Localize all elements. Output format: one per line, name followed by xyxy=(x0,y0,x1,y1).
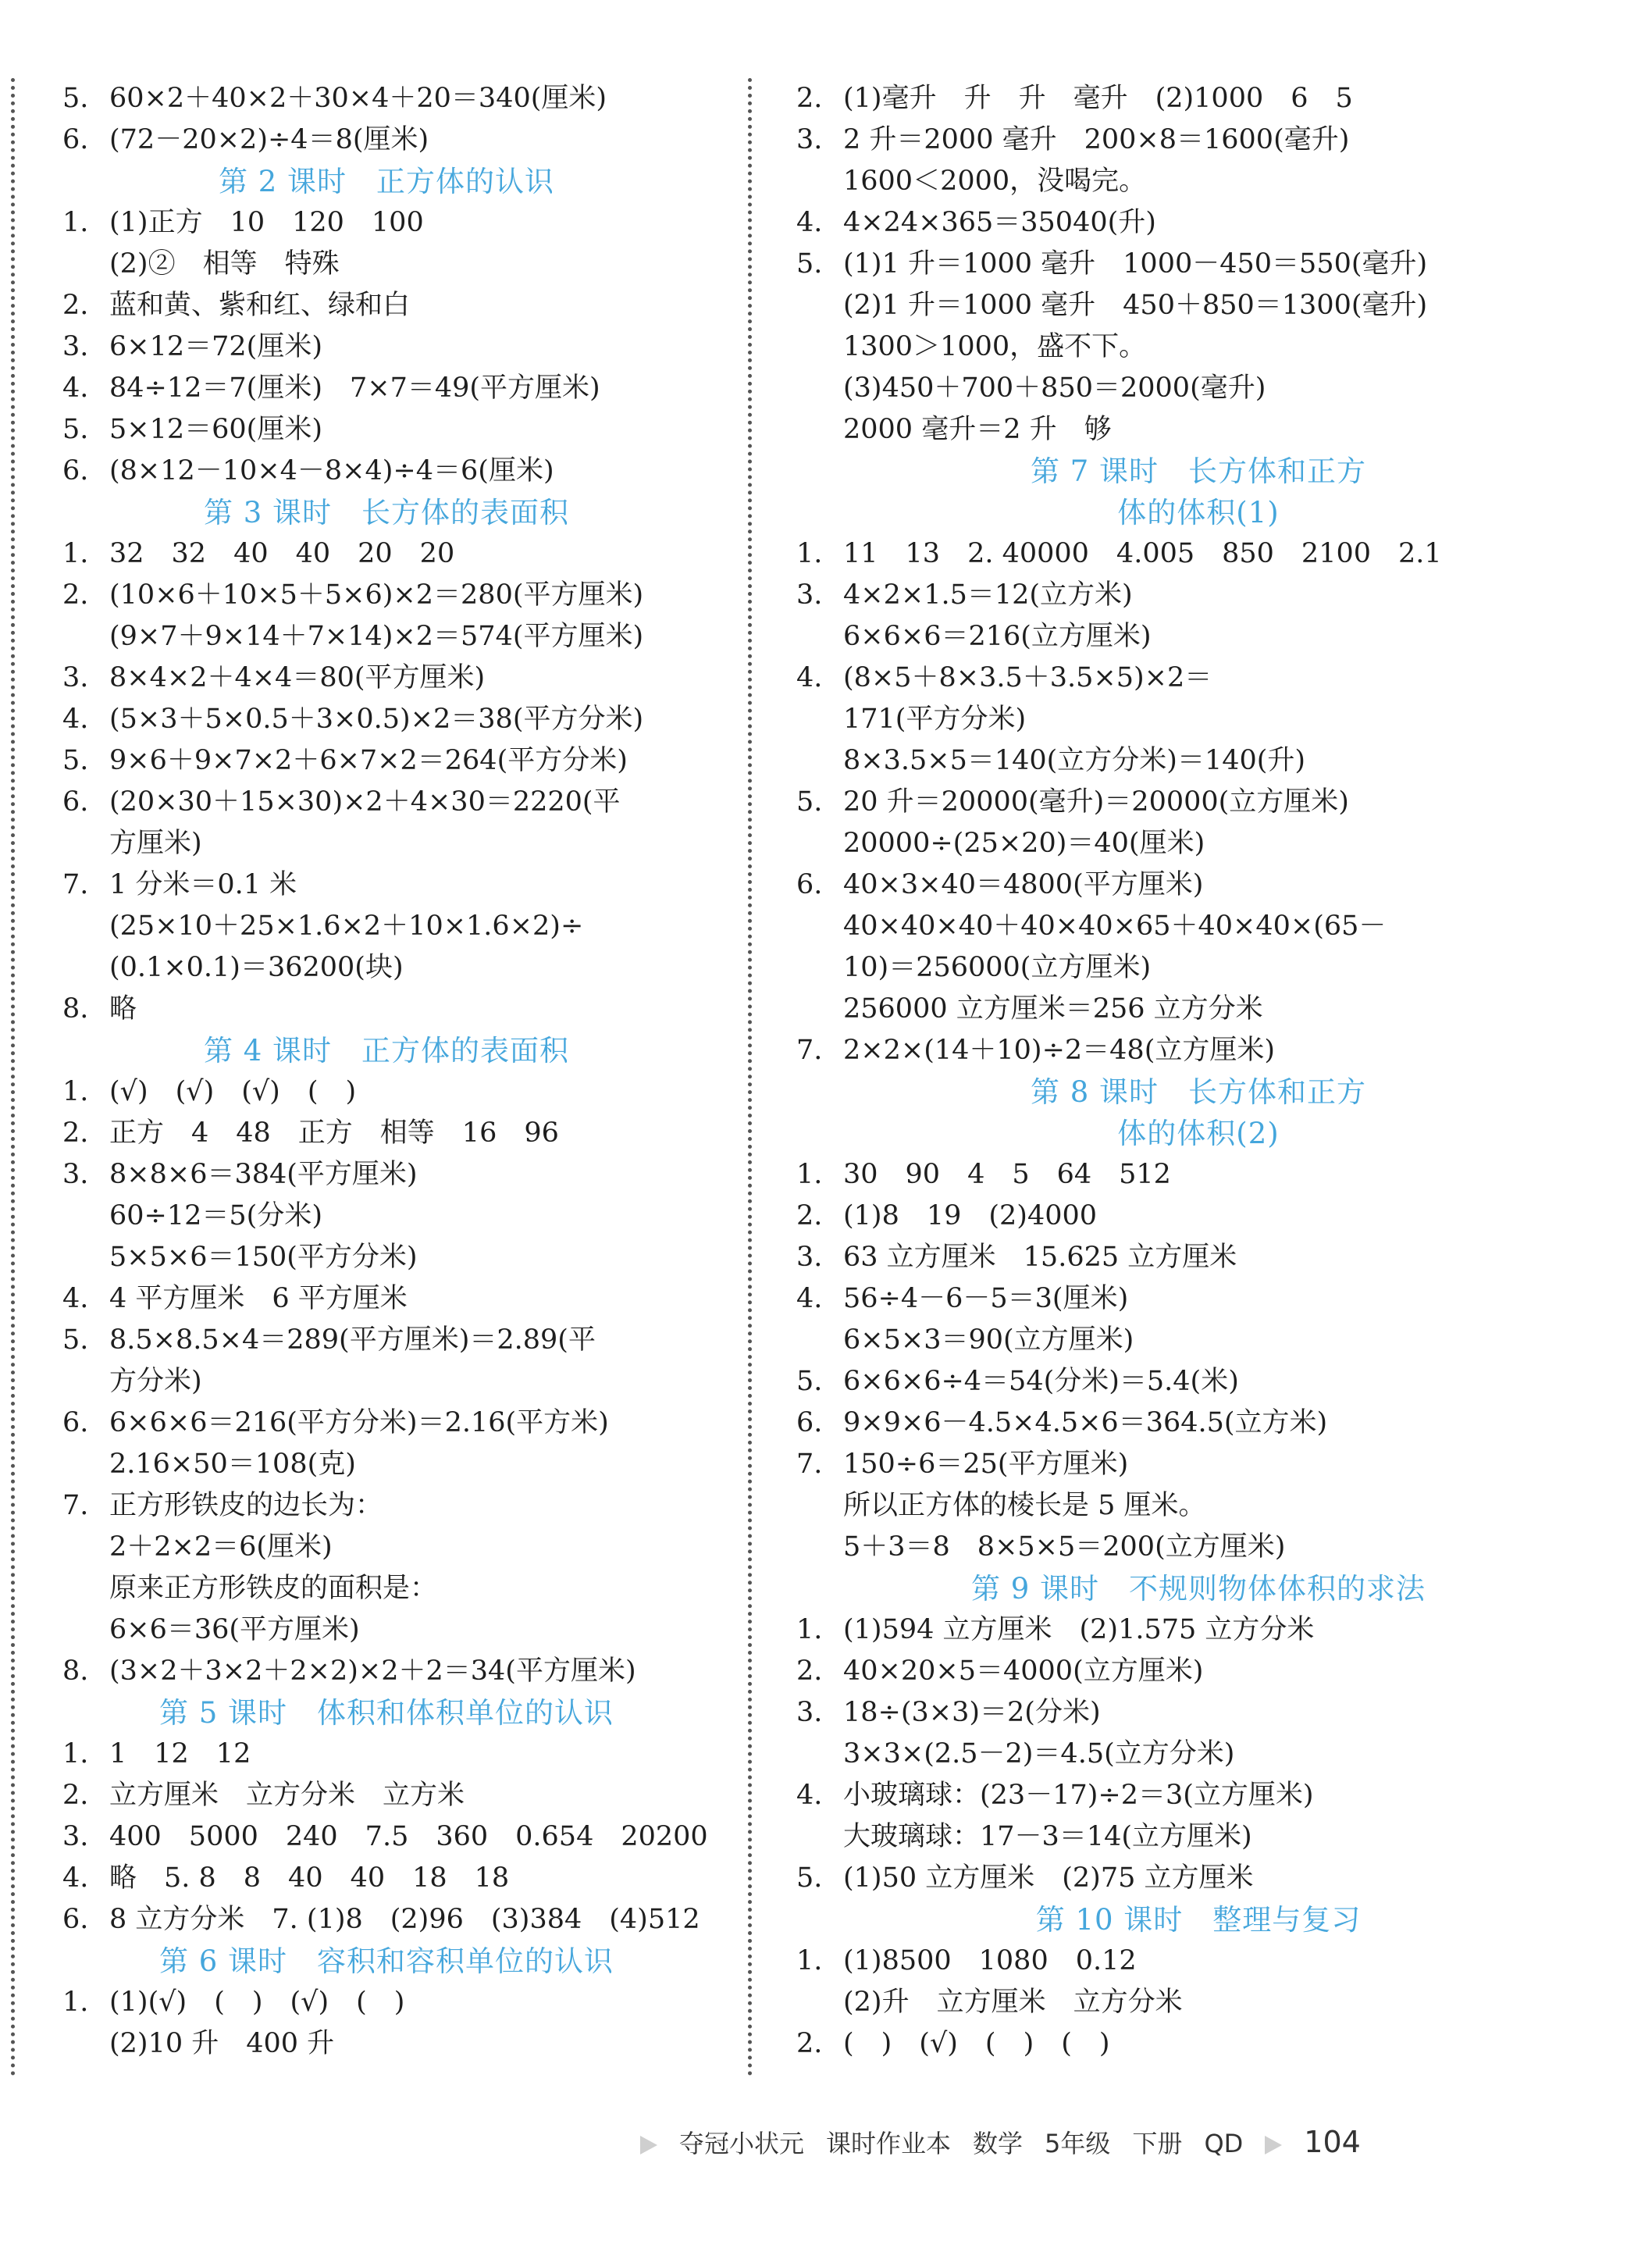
question-number: 1. xyxy=(62,1076,89,1107)
answer-text: 5×12＝60(厘米) xyxy=(109,414,322,445)
answer-continuation xyxy=(62,2023,710,2065)
question-number: 2. xyxy=(62,290,89,321)
question-number: 4. xyxy=(796,662,823,693)
question-number: 2. xyxy=(62,579,89,611)
answer-line xyxy=(62,1320,710,1361)
footer-edition: QD xyxy=(1204,2129,1244,2158)
answer-continuation xyxy=(796,1734,1600,1775)
answer-line xyxy=(62,533,710,575)
question-number: 5. xyxy=(796,786,823,818)
answer-continuation xyxy=(62,1527,710,1568)
answer-line xyxy=(796,782,1600,823)
answer-text: (5×3＋5×0.5＋3×0.5)×2＝38(平方分米) xyxy=(109,704,644,735)
question-number: 1. xyxy=(62,207,89,238)
question-number: 2. xyxy=(796,1200,823,1231)
footer-subject: 数学 xyxy=(973,2129,1024,2158)
answer-continuation xyxy=(62,1444,710,1485)
answer-text: 400 5000 240 7.5 360 0.654 20200 xyxy=(109,1821,708,1852)
answer-line xyxy=(796,1775,1600,1816)
answer-line xyxy=(62,1775,710,1816)
answer-text: 84÷12＝7(厘米) 7×7＝49(平方厘米) xyxy=(109,372,600,404)
question-number: 2. xyxy=(62,1117,89,1149)
answer-text: (1)(√) ( ) (√) ( ) xyxy=(109,1987,405,2018)
answer-line xyxy=(62,326,710,368)
question-number: 7. xyxy=(796,1035,823,1066)
question-number: 1. xyxy=(796,538,823,569)
answer-line xyxy=(62,285,710,326)
answer-text: (1)8500 1080 0.12 xyxy=(843,1945,1137,1976)
answer-line xyxy=(796,202,1600,244)
answer-text: 256000 立方厘米＝256 立方分米 xyxy=(843,993,1263,1025)
answer-text: 11 13 2. 40000 4.005 850 2100 2.1 xyxy=(843,538,1442,569)
answer-text: 6×6＝36(平方厘米) xyxy=(109,1614,360,1645)
answer-line xyxy=(62,1858,710,1899)
answer-text: 4×2×1.5＝12(立方米) xyxy=(843,579,1133,611)
lesson-heading: 第 7 课时 长方体和正方 xyxy=(1030,454,1367,488)
question-number: 3. xyxy=(796,1697,823,1728)
answer-line xyxy=(62,1113,710,1154)
answer-text: (1)1 升＝1000 毫升 1000－450＝550(毫升) xyxy=(843,248,1428,280)
answer-text: 20000÷(25×20)＝40(厘米) xyxy=(843,828,1205,859)
question-number: 6. xyxy=(62,455,89,486)
question-number: 1. xyxy=(796,1945,823,1976)
footer-grade: 5年级 xyxy=(1045,2129,1111,2158)
answer-text: 18÷(3×3)＝2(分米) xyxy=(843,1697,1101,1728)
answer-line xyxy=(62,1485,710,1527)
answer-continuation xyxy=(62,1361,710,1402)
lesson-heading: 第 8 课时 长方体和正方 xyxy=(1030,1075,1367,1109)
answer-continuation xyxy=(796,823,1600,864)
answer-continuation xyxy=(796,616,1600,658)
answer-text: 1 分米＝0.1 米 xyxy=(109,869,297,900)
question-number: 5. xyxy=(62,1324,89,1356)
answer-text: 8×4×2＋4×4＝80(平方厘米) xyxy=(109,662,486,693)
answer-text: 4 平方厘米 6 平方厘米 xyxy=(109,1283,408,1314)
answer-continuation xyxy=(62,1237,710,1278)
lesson-heading: 第 9 课时 不规则物体体积的求法 xyxy=(970,1572,1426,1606)
answer-text: 蓝和黄、紫和红、绿和白 xyxy=(109,290,411,321)
answer-text: (1)毫升 升 升 毫升 (2)1000 6 5 xyxy=(843,83,1353,114)
question-number: 4. xyxy=(62,1862,89,1894)
answer-text: ( ) (√) ( ) ( ) xyxy=(843,2028,1110,2059)
question-number: 7. xyxy=(62,1490,89,1521)
answer-line xyxy=(62,202,710,244)
answer-text: (3×2＋3×2＋2×2)×2＋2＝34(平方厘米) xyxy=(109,1655,636,1687)
answer-text: (1)8 19 (2)4000 xyxy=(843,1200,1098,1231)
question-number: 2. xyxy=(796,1655,823,1687)
answer-text: (2)② 相等 特殊 xyxy=(109,248,340,280)
question-number: 6. xyxy=(796,1407,823,1438)
answer-line xyxy=(796,2023,1600,2065)
answer-text: 所以正方体的棱长是 5 厘米。 xyxy=(843,1490,1206,1521)
answer-text: 40×40×40＋40×40×65＋40×40×(65－ xyxy=(843,911,1387,942)
question-number: 3. xyxy=(796,124,823,155)
answer-line xyxy=(62,782,710,823)
question-number: 2. xyxy=(62,1780,89,1811)
answer-line xyxy=(62,78,710,119)
answer-line xyxy=(62,409,710,451)
answer-text: 1600＜2000，没喝完。 xyxy=(843,166,1147,197)
answer-text: (2)升 立方厘米 立方分米 xyxy=(843,1987,1183,2018)
answer-line xyxy=(796,1030,1600,1071)
left-column xyxy=(62,78,710,2065)
question-number: 1. xyxy=(62,1987,89,2018)
answer-text: 56÷4－6－5＝3(厘米) xyxy=(843,1283,1129,1314)
answer-text: 2.16×50＝108(克) xyxy=(109,1449,356,1480)
answer-text: 9×6＋9×7×2＋6×7×2＝264(平方分米) xyxy=(109,745,628,776)
answer-text: 2＋2×2＝6(厘米) xyxy=(109,1531,333,1563)
question-number: 2. xyxy=(796,83,823,114)
answer-line xyxy=(796,1651,1600,1692)
answer-text: 171(平方分米) xyxy=(843,704,1027,735)
answer-line xyxy=(796,1444,1600,1485)
question-number: 1. xyxy=(62,1738,89,1770)
answer-line xyxy=(796,1237,1600,1278)
answer-continuation xyxy=(62,1609,710,1651)
answer-text: 6×12＝72(厘米) xyxy=(109,331,322,362)
answer-text: 9×9×6－4.5×4.5×6＝364.5(立方米) xyxy=(843,1407,1328,1438)
answer-continuation xyxy=(62,947,710,989)
answer-text: 6×6×6÷4＝54(分米)＝5.4(米) xyxy=(843,1366,1239,1397)
answer-text: (72－20×2)÷4＝8(厘米) xyxy=(109,124,429,155)
column-divider-dots xyxy=(748,78,752,2077)
answer-line xyxy=(796,533,1600,575)
answer-line xyxy=(62,368,710,409)
answer-line xyxy=(62,699,710,740)
answer-line xyxy=(62,1899,710,1941)
answer-text: 20 升＝20000(毫升)＝20000(立方厘米) xyxy=(843,786,1349,818)
lesson-heading: 第 10 课时 整理与复习 xyxy=(1035,1903,1362,1937)
answer-text: (0.1×0.1)＝36200(块) xyxy=(109,952,404,983)
question-number: 8. xyxy=(62,993,89,1025)
answer-text: (√) (√) (√) ( ) xyxy=(109,1076,357,1107)
answer-text: (25×10＋25×1.6×2＋10×1.6×2)÷ xyxy=(109,911,584,942)
answer-line xyxy=(796,575,1600,616)
answer-text: 30 90 4 5 64 512 xyxy=(843,1159,1171,1190)
answer-text: 5×5×6＝150(平方分米) xyxy=(109,1242,418,1273)
page-number: 104 xyxy=(1304,2125,1361,2159)
answer-text: (20×30＋15×30)×2＋4×30＝2220(平 xyxy=(109,786,621,818)
question-number: 3. xyxy=(796,579,823,611)
answer-text: 150÷6＝25(平方厘米) xyxy=(843,1449,1129,1480)
answer-line xyxy=(796,119,1600,161)
question-number: 5. xyxy=(796,1366,823,1397)
answer-text: 8.5×8.5×4＝289(平方厘米)＝2.89(平 xyxy=(109,1324,596,1356)
answer-text: 正方 4 48 正方 相等 16 96 xyxy=(109,1117,559,1149)
answer-continuation xyxy=(796,1527,1600,1568)
answer-continuation xyxy=(62,616,710,658)
arrow-icon xyxy=(640,2136,657,2154)
answer-line xyxy=(62,575,710,616)
answer-text: (8×5＋8×3.5＋3.5×5)×2＝ xyxy=(843,662,1212,693)
answer-text: 方分米) xyxy=(109,1366,202,1397)
answer-continuation xyxy=(796,1485,1600,1527)
question-number: 8. xyxy=(62,1655,89,1687)
answer-text: 60÷12＝5(分米) xyxy=(109,1200,322,1231)
answer-text: (8×12－10×4－8×4)÷4＝6(厘米) xyxy=(109,455,554,486)
question-number: 5. xyxy=(62,83,89,114)
answer-text: 4×24×365＝35040(升) xyxy=(843,207,1156,238)
lesson-heading: 第 2 课时 正方体的认识 xyxy=(218,165,555,198)
answer-text: (1)正方 10 120 100 xyxy=(109,207,424,238)
question-number: 3. xyxy=(62,1821,89,1852)
left-margin-dots xyxy=(11,78,15,2077)
answer-text: 方厘米) xyxy=(109,828,202,859)
answer-text: 大玻璃球：17－3＝14(立方厘米) xyxy=(843,1821,1252,1852)
answer-line xyxy=(796,864,1600,906)
question-number: 1. xyxy=(796,1614,823,1645)
answer-text: 原来正方形铁皮的面积是： xyxy=(109,1573,438,1604)
answer-continuation xyxy=(796,1816,1600,1858)
footer-series: 课时作业本 xyxy=(826,2129,952,2158)
answer-line xyxy=(796,1361,1600,1402)
answer-text: (2)1 升＝1000 毫升 450＋850＝1300(毫升) xyxy=(843,290,1428,321)
answer-text: 60×2＋40×2＋30×4＋20＝340(厘米) xyxy=(109,83,607,114)
question-number: 6. xyxy=(796,869,823,900)
footer-brand: 夺冠小状元 xyxy=(679,2129,805,2158)
answer-line xyxy=(796,1196,1600,1237)
answer-text: 略 5. 8 8 40 40 18 18 xyxy=(109,1862,510,1894)
answer-continuation xyxy=(62,823,710,864)
question-number: 5. xyxy=(796,248,823,280)
answer-line xyxy=(62,1816,710,1858)
lesson-heading: 第 3 课时 长方体的表面积 xyxy=(203,496,570,529)
question-number: 3. xyxy=(62,662,89,693)
lesson-heading: 第 5 课时 体积和体积单位的认识 xyxy=(158,1696,614,1730)
answer-line xyxy=(62,1278,710,1320)
answer-text: (1)50 立方厘米 (2)75 立方厘米 xyxy=(843,1862,1254,1894)
question-number: 5. xyxy=(62,414,89,445)
footer-term: 下册 xyxy=(1132,2129,1183,2158)
question-number: 1. xyxy=(796,1159,823,1190)
question-number: 4. xyxy=(796,1283,823,1314)
answer-text: 6×5×3＝90(立方厘米) xyxy=(843,1324,1134,1356)
answer-continuation xyxy=(796,989,1600,1030)
answer-line xyxy=(62,451,710,492)
answer-text: 32 32 40 40 20 20 xyxy=(109,538,455,569)
answer-continuation xyxy=(796,368,1600,409)
question-number: 4. xyxy=(796,1780,823,1811)
answer-text: 略 xyxy=(109,993,137,1025)
question-number: 4. xyxy=(62,1283,89,1314)
answer-text: 2 升＝2000 毫升 200×8＝1600(毫升) xyxy=(843,124,1350,155)
question-number: 3. xyxy=(62,331,89,362)
answer-continuation xyxy=(796,947,1600,989)
page-footer xyxy=(640,2122,1577,2162)
lesson-heading: 第 4 课时 正方体的表面积 xyxy=(203,1034,570,1067)
answer-line xyxy=(62,864,710,906)
answer-text: 63 立方厘米 15.625 立方厘米 xyxy=(843,1242,1237,1273)
answer-line xyxy=(62,1154,710,1196)
answer-line xyxy=(62,658,710,699)
answer-continuation xyxy=(796,326,1600,368)
question-number: 2. xyxy=(796,2028,823,2059)
question-number: 7. xyxy=(62,869,89,900)
answer-continuation xyxy=(62,244,710,285)
answer-line xyxy=(796,78,1600,119)
answer-text: 40×20×5＝4000(立方厘米) xyxy=(843,1655,1204,1687)
answer-text: 立方厘米 立方分米 立方米 xyxy=(109,1780,465,1811)
question-number: 4. xyxy=(796,207,823,238)
answer-line xyxy=(796,1278,1600,1320)
answer-text: 3×3×(2.5－2)＝4.5(立方分米) xyxy=(843,1738,1235,1770)
answer-line xyxy=(62,1651,710,1692)
answer-continuation xyxy=(796,1320,1600,1361)
answer-line xyxy=(796,1609,1600,1651)
answer-line xyxy=(796,1154,1600,1196)
answer-text: 8×3.5×5＝140(立方分米)＝140(升) xyxy=(843,745,1306,776)
question-number: 7. xyxy=(796,1449,823,1480)
answer-continuation xyxy=(796,699,1600,740)
answer-text: 6×6×6＝216(平方分米)＝2.16(平方米) xyxy=(109,1407,609,1438)
answer-text: (1)594 立方厘米 (2)1.575 立方分米 xyxy=(843,1614,1315,1645)
question-number: 5. xyxy=(62,745,89,776)
answer-text: 10)＝256000(立方厘米) xyxy=(843,952,1152,983)
answer-text: 小玻璃球：(23－17)÷2＝3(立方厘米) xyxy=(843,1780,1314,1811)
answer-text: (9×7＋9×14＋7×14)×2＝574(平方厘米) xyxy=(109,621,644,652)
question-number: 5. xyxy=(796,1862,823,1894)
lesson-heading: 体的体积(2) xyxy=(1117,1117,1280,1150)
arrow-icon xyxy=(1265,2136,1282,2154)
answer-line xyxy=(62,119,710,161)
question-number: 6. xyxy=(62,1407,89,1438)
answer-line xyxy=(62,740,710,782)
answer-text: 2000 毫升＝2 升 够 xyxy=(843,414,1112,445)
answer-continuation xyxy=(62,906,710,947)
answer-continuation xyxy=(796,285,1600,326)
answer-text: 1300＞1000，盛不下。 xyxy=(843,331,1147,362)
answer-continuation xyxy=(796,409,1600,451)
answer-continuation xyxy=(796,906,1600,947)
answer-continuation xyxy=(796,161,1600,202)
answer-continuation xyxy=(796,740,1600,782)
answer-text: 8 立方分米 7. (1)8 (2)96 (3)384 (4)512 xyxy=(109,1904,700,1935)
answer-text: 5＋3＝8 8×5×5＝200(立方厘米) xyxy=(843,1531,1286,1563)
answer-line xyxy=(796,1692,1600,1734)
question-number: 6. xyxy=(62,1904,89,1935)
question-number: 4. xyxy=(62,372,89,404)
answer-line xyxy=(62,1982,710,2023)
answer-text: (3)450＋700＋850＝2000(毫升) xyxy=(843,372,1266,404)
answer-line xyxy=(796,1858,1600,1899)
question-number: 3. xyxy=(796,1242,823,1273)
answer-text: 正方形铁皮的边长为： xyxy=(109,1490,383,1521)
right-column xyxy=(796,78,1600,2065)
answer-line xyxy=(62,1734,710,1775)
question-number: 4. xyxy=(62,704,89,735)
answer-text: 2×2×(14＋10)÷2＝48(立方厘米) xyxy=(843,1035,1276,1066)
answer-line xyxy=(796,1402,1600,1444)
answer-line xyxy=(796,1941,1600,1982)
answer-line xyxy=(62,1071,710,1113)
answer-line xyxy=(796,658,1600,699)
answer-line xyxy=(62,989,710,1030)
answer-line xyxy=(796,244,1600,285)
question-number: 6. xyxy=(62,124,89,155)
question-number: 3. xyxy=(62,1159,89,1190)
question-number: 1. xyxy=(62,538,89,569)
answer-continuation xyxy=(62,1568,710,1609)
question-number: 6. xyxy=(62,786,89,818)
answer-text: 1 12 12 xyxy=(109,1738,251,1770)
answer-continuation xyxy=(62,1196,710,1237)
answer-text: (10×6＋10×5＋5×6)×2＝280(平方厘米) xyxy=(109,579,644,611)
answer-text: (2)10 升 400 升 xyxy=(109,2028,335,2059)
answer-continuation xyxy=(796,1982,1600,2023)
answer-line xyxy=(62,1402,710,1444)
lesson-heading: 第 6 课时 容积和容积单位的认识 xyxy=(158,1944,614,1978)
answer-text: 40×3×40＝4800(平方厘米) xyxy=(843,869,1204,900)
answer-text: 8×8×6＝384(平方厘米) xyxy=(109,1159,418,1190)
answer-text: 6×6×6＝216(立方厘米) xyxy=(843,621,1152,652)
lesson-heading: 体的体积(1) xyxy=(1117,496,1280,529)
